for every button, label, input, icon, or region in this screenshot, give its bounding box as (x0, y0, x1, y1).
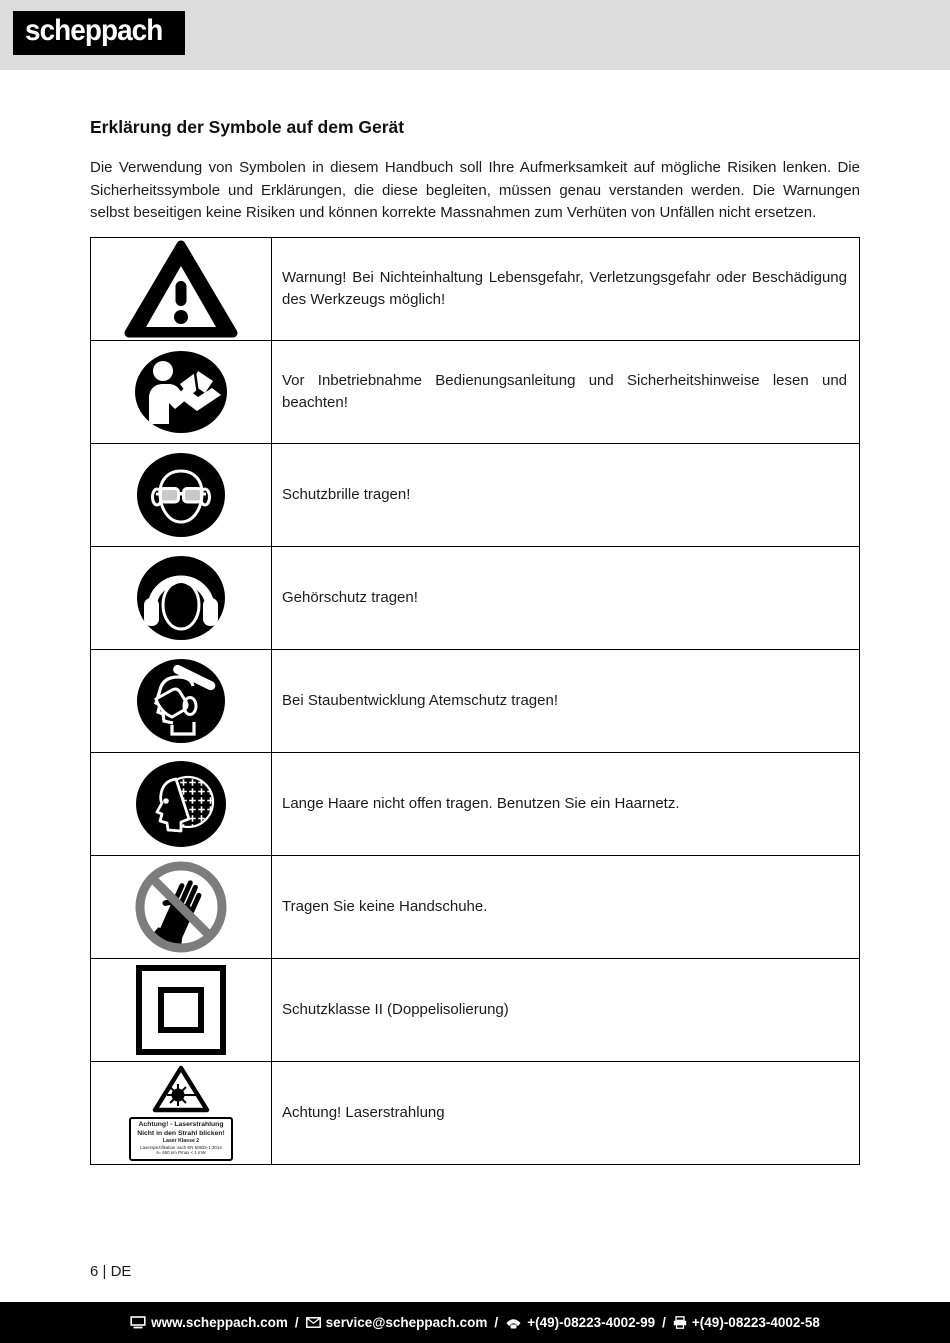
symbol-description: Schutzklasse II (Doppelisolierung) (282, 1000, 509, 1018)
symbol-description: Gehörschutz tragen! (282, 588, 418, 606)
table-row (91, 546, 860, 649)
table-row (91, 649, 860, 752)
laser-warning-icon (91, 1062, 271, 1162)
header-band (0, 0, 950, 70)
warning-triangle-icon (91, 239, 271, 339)
laser-label-line2: Nicht in den Strahl blicken! (137, 1129, 225, 1137)
computer-icon (130, 1316, 146, 1329)
envelope-icon (306, 1317, 321, 1328)
symbol-description: Lange Haare nicht offen tragen. Benutzen Sie ein Haarnetz. (282, 794, 680, 812)
dust-mask-icon (91, 658, 271, 744)
table-row (91, 752, 860, 855)
table-row (91, 443, 860, 546)
page-number: 6 | DE (90, 1263, 132, 1280)
footer-bar: www.scheppach.com / service@scheppach.com / +(49)-08223-4002-99 / +(49)-08223-4002-58 (0, 1302, 950, 1343)
table-row (91, 958, 860, 1061)
symbol-description: Achtung! Laserstrahlung (282, 1103, 445, 1121)
symbol-description: Bei Staubentwicklung Atemschutz tragen! (282, 691, 558, 709)
laser-triangle-icon (152, 1064, 210, 1114)
page-title: Erklärung der Symbole auf dem Gerät (90, 117, 405, 137)
symbol-description: Tragen Sie keine Handschuhe. (282, 897, 488, 915)
page-content (90, 117, 860, 1165)
footer-fax: +(49)-08223-4002-58 (673, 1315, 820, 1330)
laser-label-line3: Laser Klasse 2 (162, 1138, 200, 1145)
footer-phone: +(49)-08223-4002-99 (505, 1315, 655, 1330)
laser-label-line1: Achtung! - Laserstrahlung (138, 1121, 224, 1129)
no-gloves-icon (91, 859, 271, 955)
laser-label-line5: λ= 650 nm Pmax < 1 mW (156, 1150, 206, 1156)
laser-label (129, 1117, 233, 1160)
footer-email: service@scheppach.com (306, 1315, 488, 1330)
table-row (91, 855, 860, 958)
scheppach-logo (13, 11, 185, 55)
footer-website: www.scheppach.com (130, 1315, 288, 1330)
laser-label-line4: Laserspezifikation nach EN 60825-1:2014 (140, 1144, 222, 1150)
phone-icon (505, 1317, 522, 1329)
symbol-description: Schutzbrille tragen! (282, 485, 411, 503)
safety-glasses-icon (91, 452, 271, 538)
fax-icon (673, 1316, 687, 1329)
read-manual-icon (91, 350, 271, 434)
symbol-description: Vor Inbetriebnahme Bedienungsanleitung und Sicherheitshinweise lesen und beachten! (282, 371, 847, 411)
ear-protection-icon (91, 555, 271, 641)
symbol-table (90, 237, 860, 1165)
table-row (91, 340, 860, 443)
protection-class-ii-icon (91, 963, 271, 1057)
symbol-description: Warnung! Bei Nichteinhaltung Lebensgefahr, Verletzungsgefahr oder Beschädigung des Werkzeugs möglich! (282, 268, 847, 308)
table-row (91, 237, 860, 340)
table-row (91, 1061, 860, 1164)
hairnet-icon (91, 760, 271, 848)
intro-paragraph: Die Verwendung von Symbolen in diesem Handbuch soll Ihre Aufmerksamkeit auf mögliche Risiken lenken. Die Sicherheitssymbole und Erklärungen, die diese begleiten, müssen genau verstanden werden. Die Warnungen selbst beseitigen keine Risiken und können korrekte Massnahmen zum Verhüten von Unfällen nicht ersetzen. (90, 159, 860, 221)
logo-text: scheppach (25, 14, 163, 47)
